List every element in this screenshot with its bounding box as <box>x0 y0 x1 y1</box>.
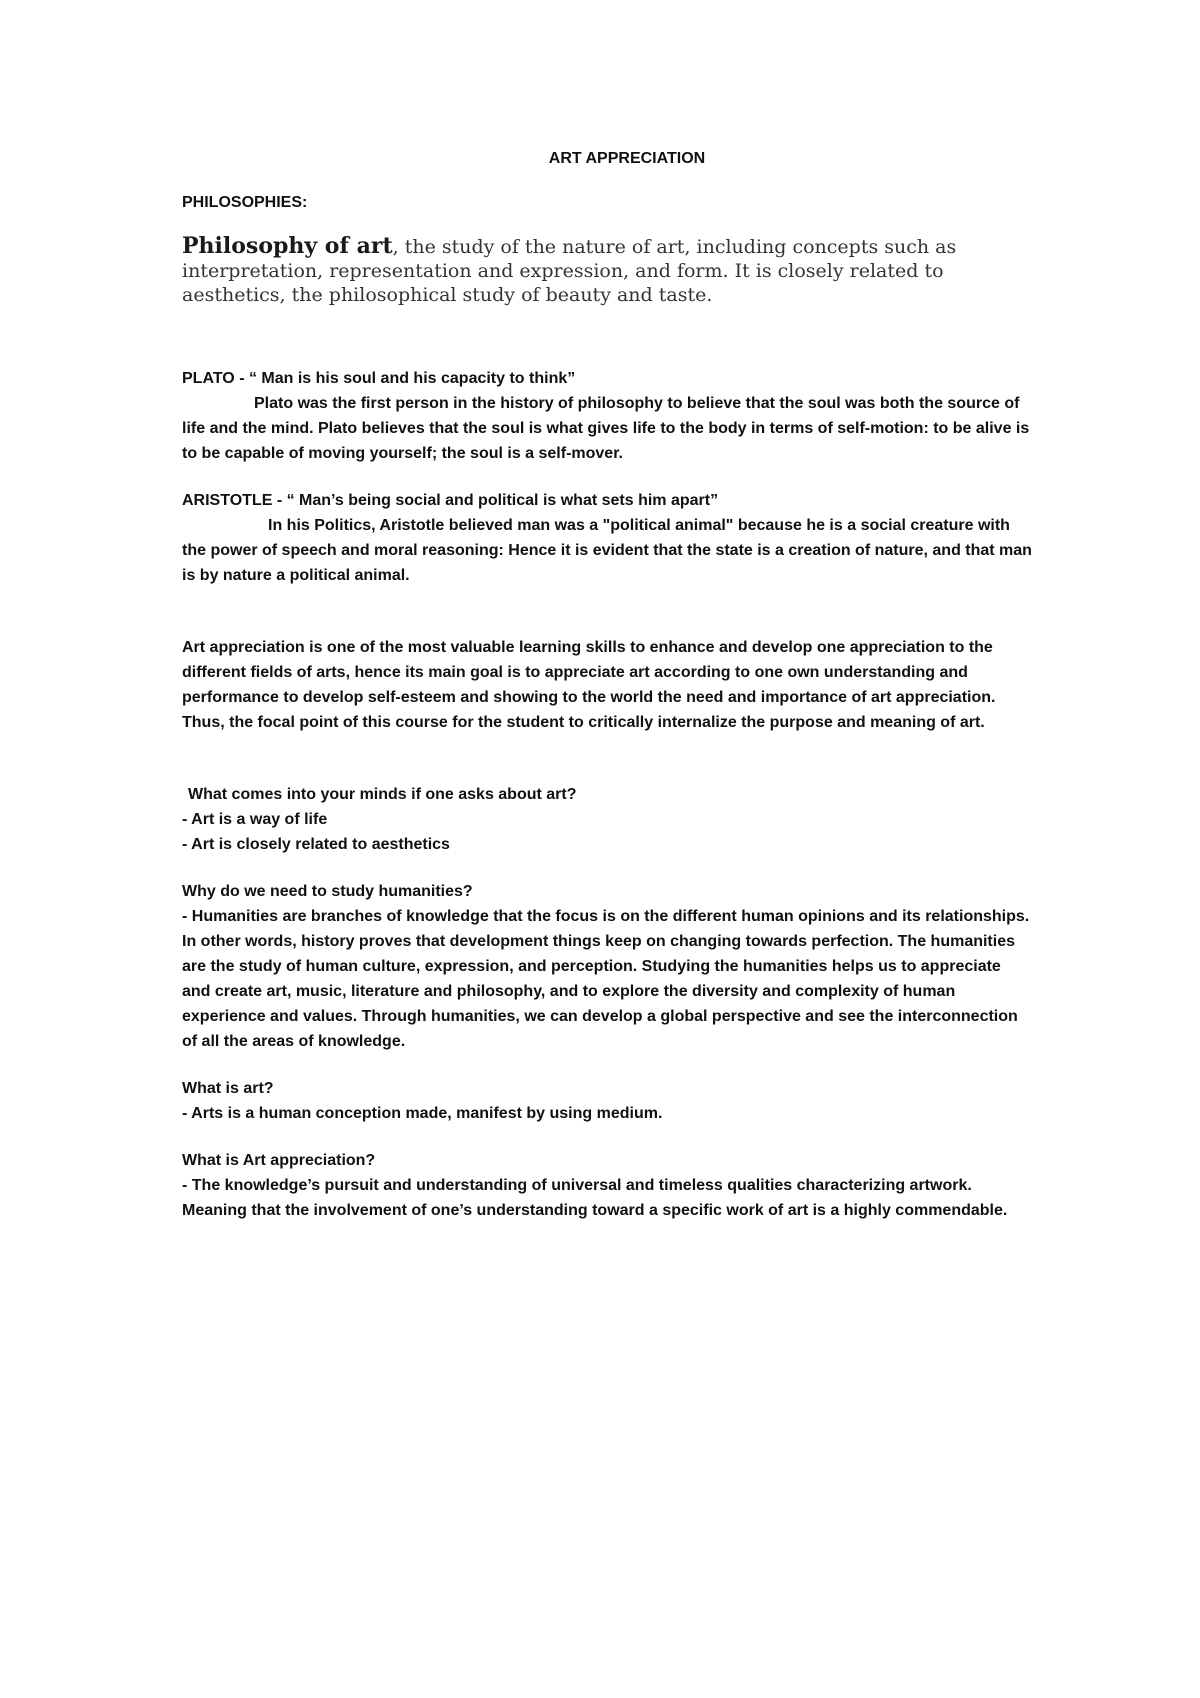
aristotle-section <box>182 488 1032 588</box>
qa-item-art-minds <box>182 782 1032 857</box>
philosophies-heading: PHILOSOPHIES: <box>182 194 308 211</box>
art-appreciation-paragraph: Art appreciation is one of the most valuable learning skills to enhance and develop one appreciation to the different fields of arts, hence its main goal is to appreciate art according to one own understanding and performance to develop self-esteem and showing to the world the need and importance of art appreciation. Thus, the focal point of this course for the student to critically internalize the purpose and meaning of art. <box>182 639 996 731</box>
qa-question: Why do we need to study humanities? <box>182 883 473 900</box>
qa-item-humanities <box>182 879 1032 1054</box>
qa-answer: Meaning that the involvement of one’s understanding toward a specific work of art is a highly commendable. <box>182 1202 1008 1219</box>
qa-answer: - The knowledge’s pursuit and understanding of universal and timeless qualities characterizing artwork. <box>182 1177 972 1194</box>
qa-item-what-is-art <box>182 1076 1032 1126</box>
qa-answer: - Art is a way of life <box>182 811 328 828</box>
philosophy-of-art-intro <box>182 234 1032 307</box>
plato-body: Plato was the first person in the history of philosophy to believe that the soul was both the source of life and the mind. Plato believes that the soul is what gives life to the body in terms of self-motion: to be alive is to be capable of moving yourself; the soul is a self-mover. <box>182 395 1030 462</box>
qa-answer: - Arts is a human conception made, manifest by using medium. <box>182 1105 663 1122</box>
qa-item-art-appreciation <box>182 1148 1032 1223</box>
plato-section <box>182 366 1032 466</box>
plato-heading: PLATO - “ Man is his soul and his capacity to think” <box>182 370 576 387</box>
philosophy-of-art-definition: , the study of the nature of art, including concepts such as interpretation, representation and expression, and form. It is closely related to aesthetics, the philosophical study of beauty and taste. <box>182 236 957 306</box>
document-title: ART APPRECIATION <box>548 150 706 167</box>
qa-answer: - Humanities are branches of knowledge that the focus is on the different human opinions and its relationships. In other words, history proves that development things keep on changing towards perfection. The humanities are the study of human culture, expression, and perception. Studying the humanities helps us to appreciate and create art, music, literature and philosophy, and to explore the diversity and complexity of human experience and values. Through humanities, we can develop a global perspective and see the interconnection of all the areas of knowledge. <box>182 908 1030 1050</box>
philosophy-of-art-term: Philosophy of art <box>182 233 393 259</box>
document-content <box>182 146 1032 1245</box>
qa-answer: - Art is closely related to aesthetics <box>182 836 450 853</box>
qa-question: What is Art appreciation? <box>182 1152 376 1169</box>
aristotle-body: In his Politics, Aristotle believed man was a "political animal" because he is a social creature with the power of speech and moral reasoning: Hence it is evident that the state is a creation of nature, and that man is by nature a political animal. <box>182 517 1032 584</box>
aristotle-heading: ARISTOTLE - “ Man’s being social and political is what sets him apart” <box>182 492 719 509</box>
qa-question: What comes into your minds if one asks about art? <box>188 786 577 803</box>
qa-question: What is art? <box>182 1080 274 1097</box>
